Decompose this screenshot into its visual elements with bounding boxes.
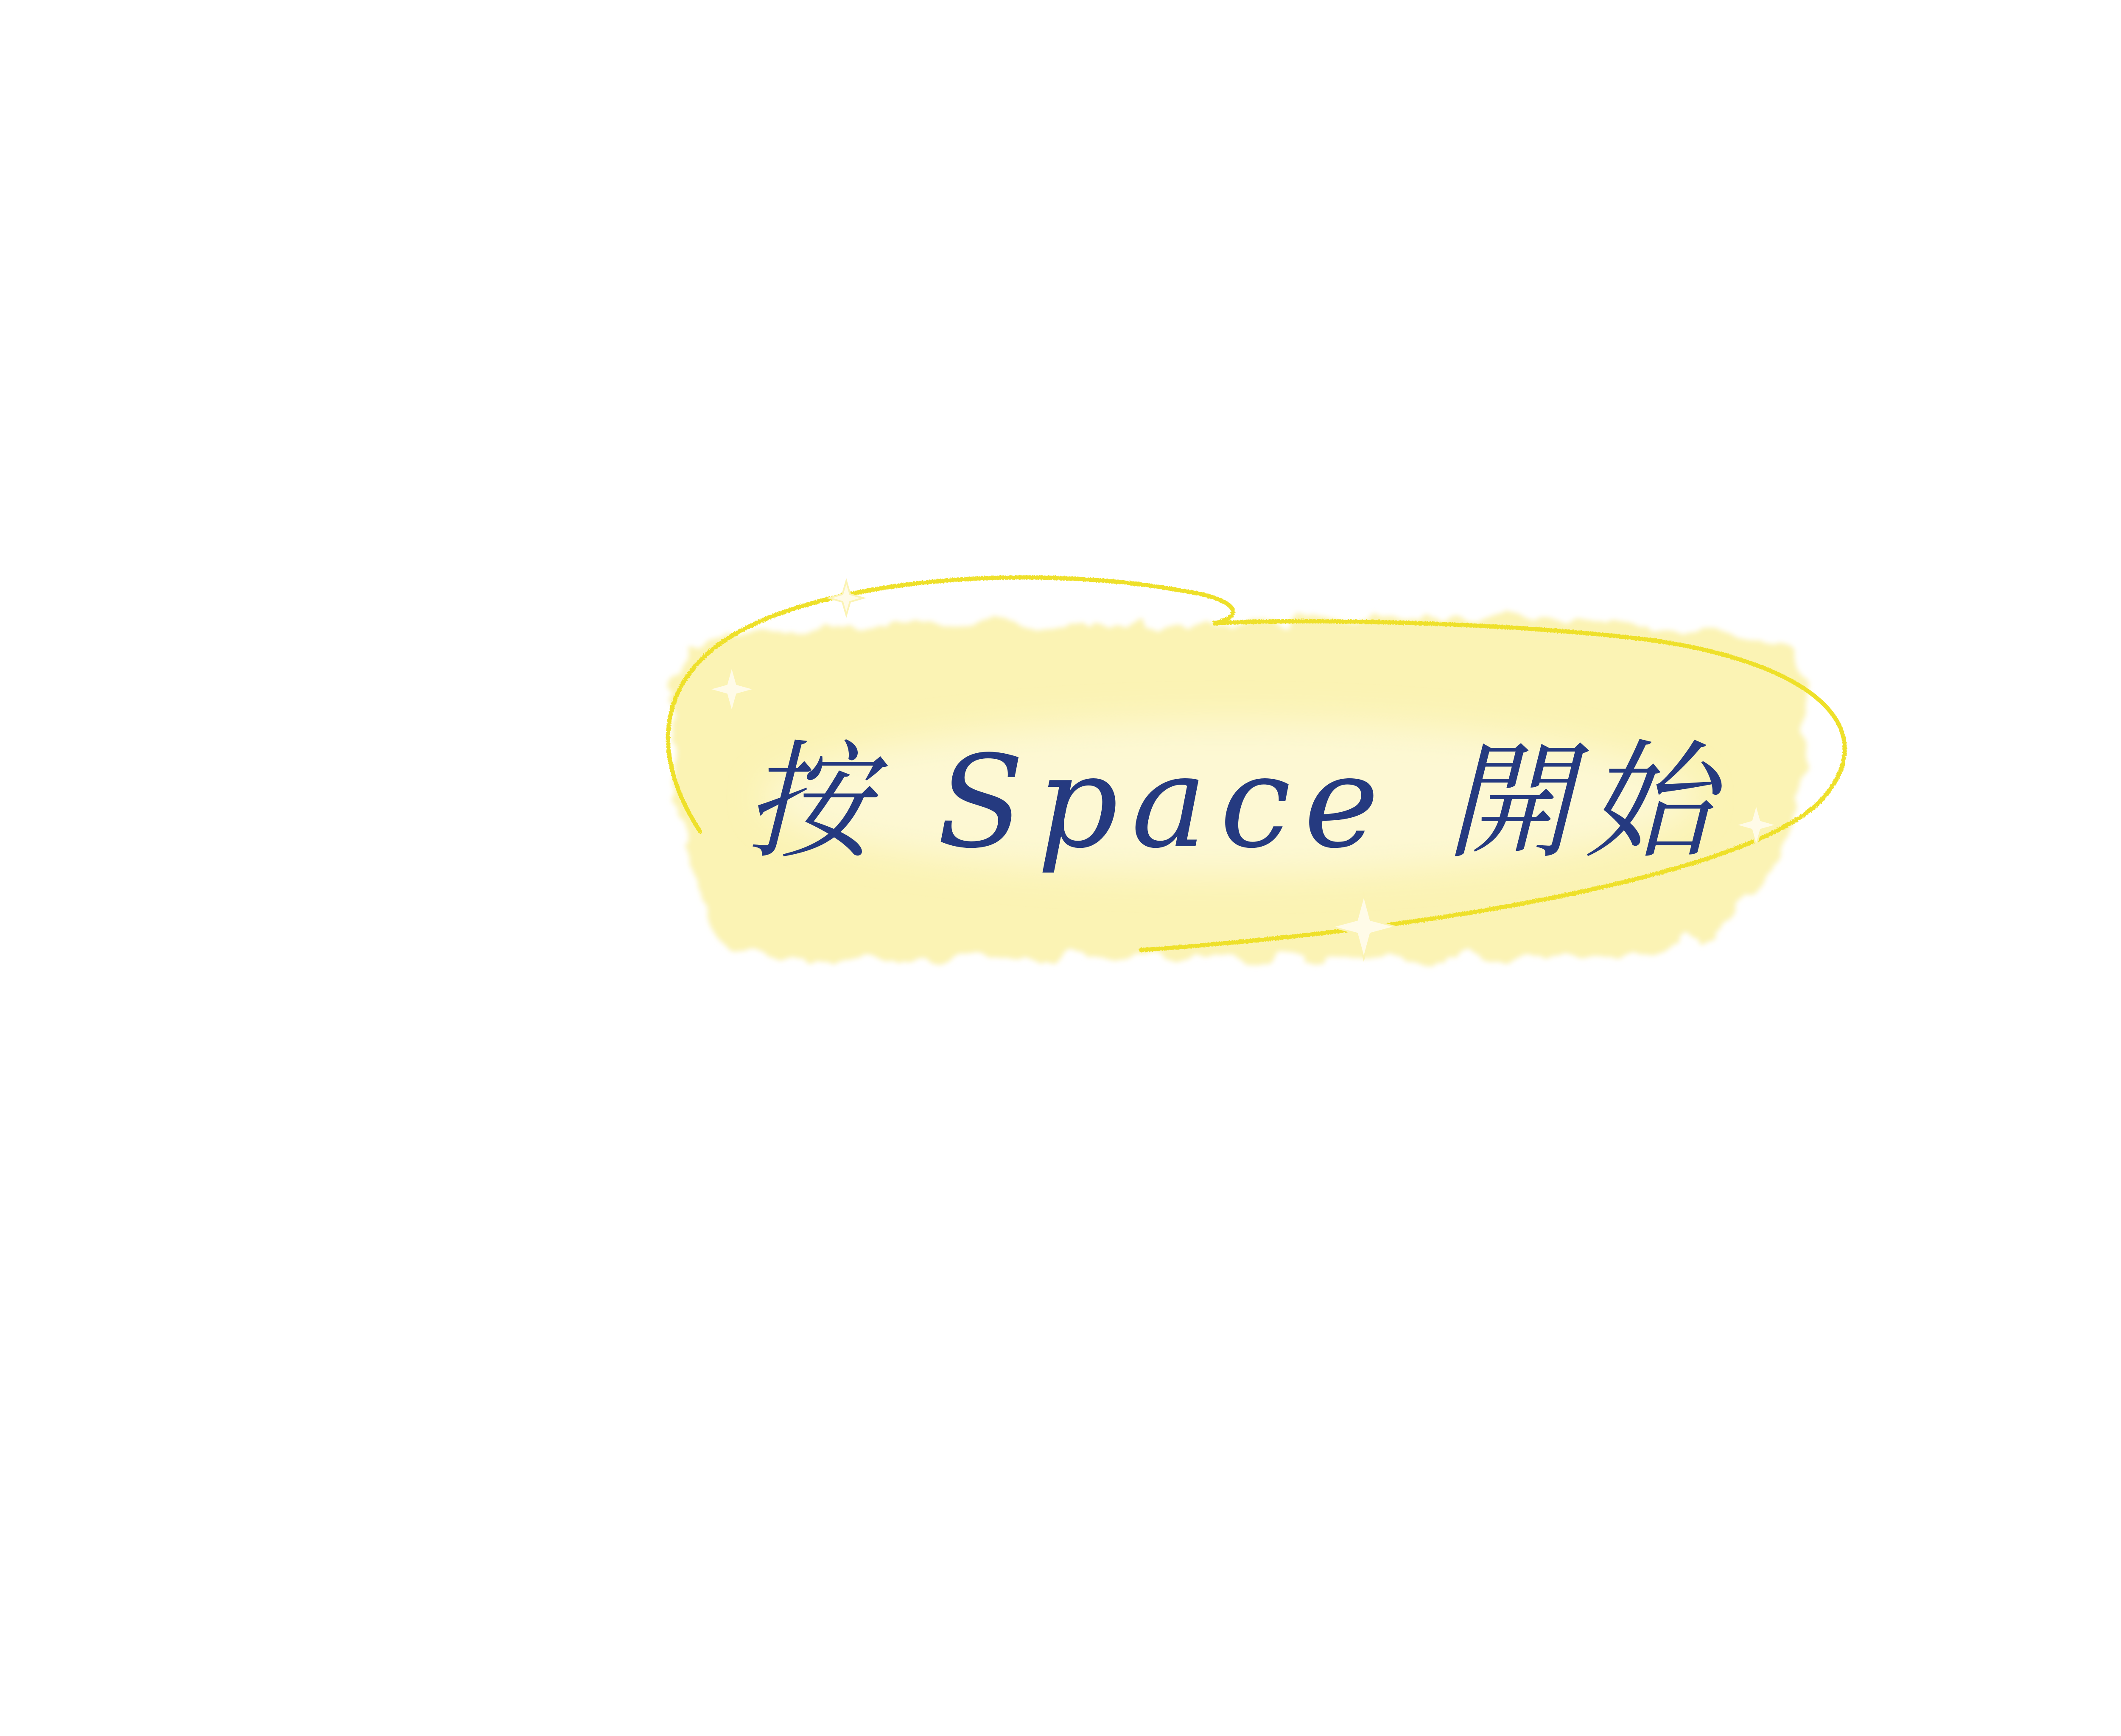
sparkle-icon <box>829 581 863 615</box>
press-space-prompt[interactable]: 按 Space 開始 <box>744 728 1725 876</box>
